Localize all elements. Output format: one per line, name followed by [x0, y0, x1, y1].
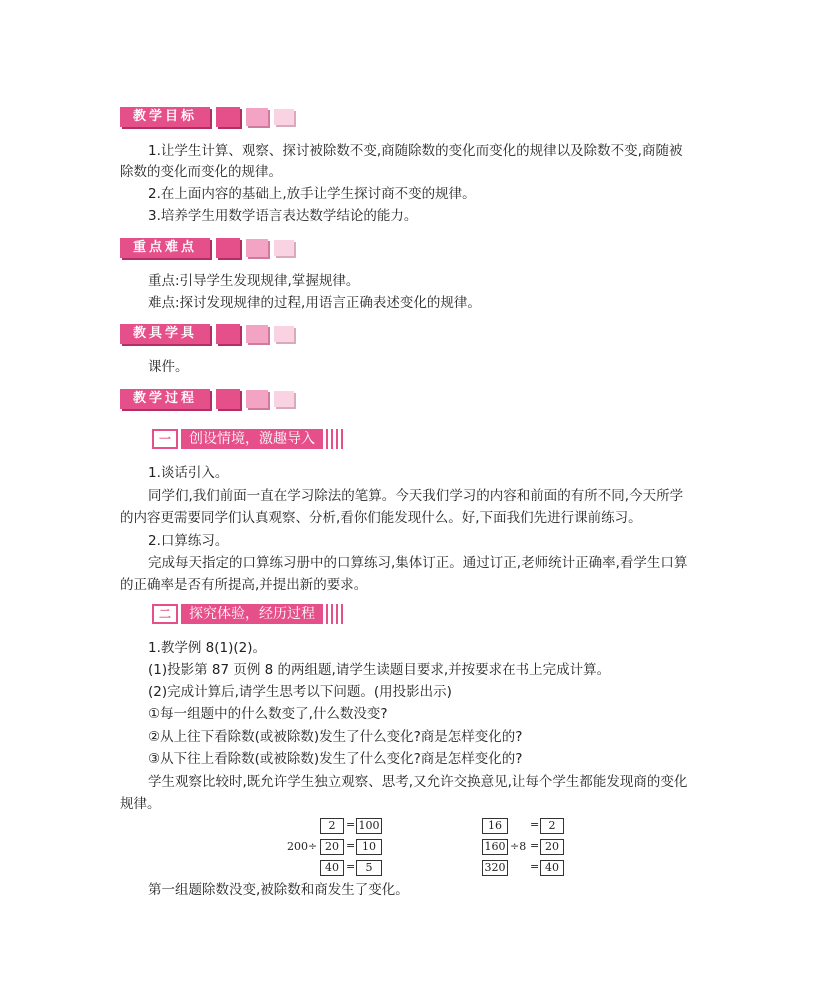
header-label: 重点难点: [120, 238, 210, 258]
section-header-key-points: [120, 237, 294, 259]
header-decoration: [216, 238, 240, 258]
header-decoration: [216, 389, 240, 409]
header-decoration: [274, 326, 294, 342]
equals-sign: =: [346, 839, 356, 852]
header-decoration: [246, 325, 268, 343]
equals-sign: =: [346, 860, 356, 873]
header-decoration: [274, 240, 294, 256]
header-label: 教学目标: [120, 107, 210, 127]
paragraph-line: 重点:引导学生发现规律,掌握规律。: [148, 273, 360, 289]
paragraph-line: 1.教学例 8(1)(2)。: [148, 640, 267, 656]
paragraph-line: 同学们,我们前面一直在学习除法的笔算。今天我们学习的内容和前面的有所不同,今天所学: [148, 488, 684, 504]
header-label: 教具学具: [120, 324, 210, 344]
equals-sign: =: [530, 860, 540, 873]
section-header-process: [120, 388, 294, 410]
header-decoration: [246, 239, 268, 257]
paragraph-line: 第一组题除数没变,被除数和商发生了变化。: [148, 882, 409, 898]
header-label: 教学过程: [120, 389, 210, 409]
subsection-title: 探究体验，经历过程: [181, 604, 323, 624]
paragraph-line: ③从下往上看除数(或被除数)发生了什么变化?商是怎样变化的?: [148, 751, 523, 767]
divisor-box: 2: [320, 818, 344, 834]
section-header-goals: [120, 106, 294, 128]
paragraph-line: 课件。: [148, 359, 189, 375]
header-decoration: [216, 324, 240, 344]
quotient-box: 5: [356, 860, 382, 876]
divisor-box: 40: [320, 860, 344, 876]
paragraph-line: 规律。: [120, 796, 161, 812]
quotient-box: 40: [540, 860, 564, 876]
paragraph-line: 2.口算练习。: [148, 533, 229, 549]
paragraph-line: 完成每天指定的口算练习册中的口算练习,集体订正。通过订正,老师统计正确率,看学生口算: [148, 555, 688, 571]
dividend-box: 16: [482, 818, 508, 834]
dividend-box: 320: [482, 860, 508, 876]
header-decoration: [274, 391, 294, 407]
equals-sign: =: [530, 839, 540, 852]
paragraph-line: 的正确率是否有所提高,并提出新的要求。: [120, 577, 368, 593]
paragraph-line: (2)完成计算后,请学生思考以下问题。(用投影出示): [148, 684, 452, 700]
paragraph-line: 2.在上面内容的基础上,放手让学生探讨商不变的规律。: [148, 186, 476, 202]
divisor-box: 20: [320, 839, 344, 855]
paragraph-line: ①每一组题中的什么数变了,什么数没变?: [148, 706, 388, 722]
header-decoration: [274, 109, 294, 125]
header-decoration: [216, 107, 240, 127]
paragraph-line: ②从上往下看除数(或被除数)发生了什么变化?商是怎样变化的?: [148, 729, 523, 745]
header-decoration: [246, 390, 268, 408]
paragraph-line: 除数的变化而变化的规律。: [120, 164, 282, 180]
paragraph-line: 1.让学生计算、观察、探讨被除数不变,商随除数的变化而变化的规律以及除数不变,商随被: [148, 143, 683, 159]
equation-suffix: ÷8: [510, 840, 527, 853]
equation-prefix: 200÷: [287, 840, 318, 853]
dividend-box: 160: [482, 839, 508, 855]
subsection-number: 二: [152, 604, 178, 624]
paragraph-line: 学生观察比较时,既允许学生独立观察、思考,又允许交换意见,让每个学生都能发现商的变化: [148, 774, 688, 790]
section-header-tools: [120, 323, 294, 345]
subsection-header-2: [152, 604, 346, 624]
paragraph-line: (1)投影第 87 页例 8 的两组题,请学生读题目要求,并按要求在书上完成计算。: [148, 662, 611, 678]
paragraph-line: 1.谈话引入。: [148, 465, 229, 481]
quotient-box: 20: [540, 839, 564, 855]
subsection-decoration: [326, 429, 346, 449]
equals-sign: =: [530, 818, 540, 831]
quotient-box: 100: [356, 818, 382, 834]
quotient-box: 2: [540, 818, 564, 834]
paragraph-line: 3.培养学生用数学语言表达数学结论的能力。: [148, 208, 418, 224]
header-decoration: [246, 108, 268, 126]
paragraph-line: 的内容更需要同学们认真观察、分析,看你们能发现什么。好,下面我们先进行课前练习。: [120, 510, 642, 526]
subsection-header-1: [152, 429, 346, 449]
quotient-box: 10: [356, 839, 382, 855]
subsection-title: 创设情境，激趣导入: [181, 429, 323, 449]
paragraph-line: 难点:探讨发现规律的过程,用语言正确表述变化的规律。: [148, 295, 481, 311]
subsection-number: 一: [152, 429, 178, 449]
subsection-decoration: [326, 604, 346, 624]
equals-sign: =: [346, 818, 356, 831]
